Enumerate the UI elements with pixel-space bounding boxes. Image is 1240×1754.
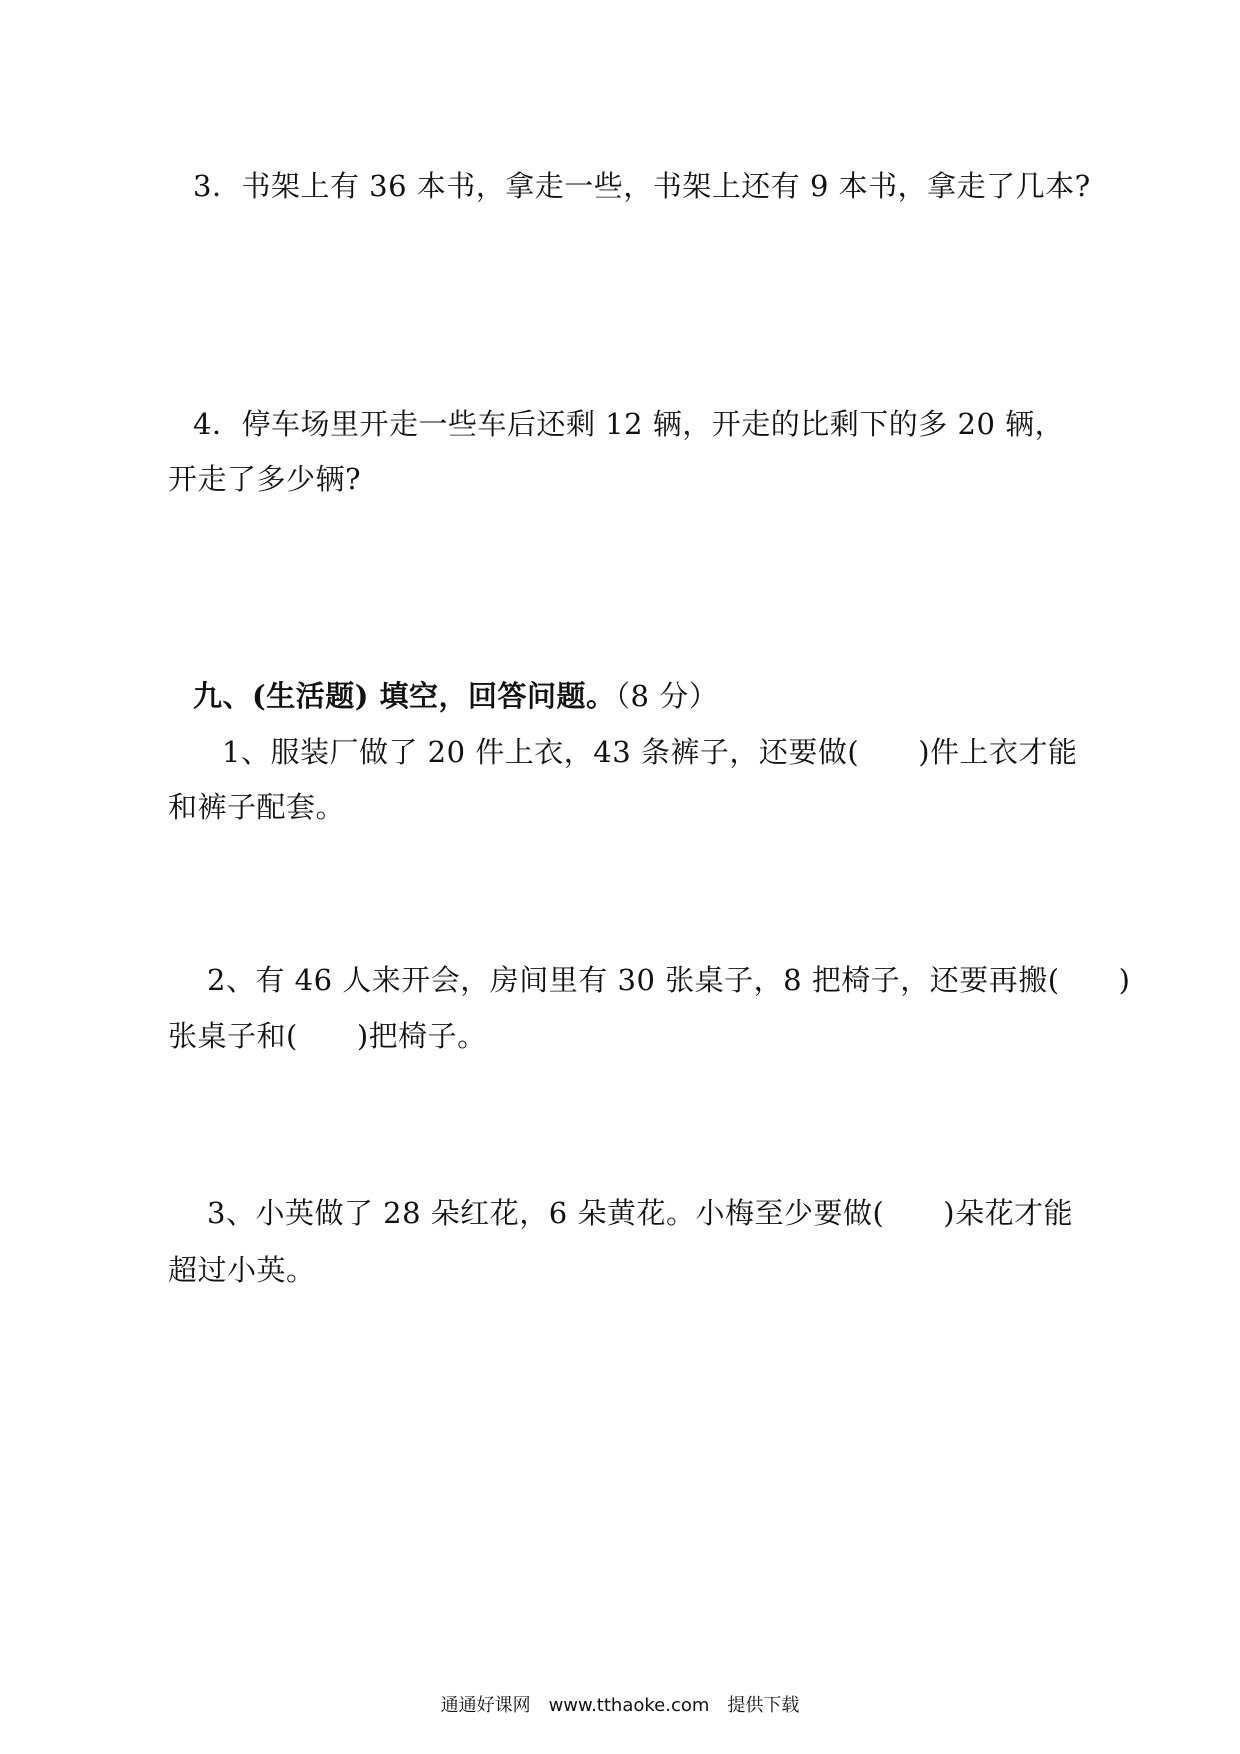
question-3-line1: 3．书架上有 36 本书，拿走一些，书架上还有 9 本书，拿走了几本?: [193, 169, 1091, 203]
section-9-item-3-line2: 超过小英。: [168, 1253, 316, 1287]
section-9-heading: [193, 676, 718, 716]
section-9-item-1-line2: 和裤子配套。: [168, 790, 346, 824]
footer-download-note: 通通好课网 www.tthaoke.com 提供下载: [440, 1695, 800, 1716]
section-9-item-3-line1: 3、小英做了 28 朵红花，6 朵黄花。小梅至少要做( )朵花才能: [207, 1196, 1074, 1230]
section-9-heading-score: （8 分）: [615, 679, 719, 713]
question-4-line2: 开走了多少辆?: [168, 462, 362, 496]
question-4-line1: 4．停车场里开走一些车后还剩 12 辆，开走的比剩下的多 20 辆，: [193, 407, 1065, 441]
section-9-item-2-line1: 2、有 46 人来开会，房间里有 30 张桌子，8 把椅子，还要再搬( ): [207, 963, 1131, 997]
section-9-item-1-line1: 1、服装厂做了 20 件上衣，43 条裤子，还要做( )件上衣才能: [222, 735, 1078, 769]
section-9-heading-title: 九、(生活题) 填空，回答问题。: [193, 679, 616, 713]
section-9-item-2-line2: 张桌子和( )把椅子。: [168, 1019, 487, 1053]
